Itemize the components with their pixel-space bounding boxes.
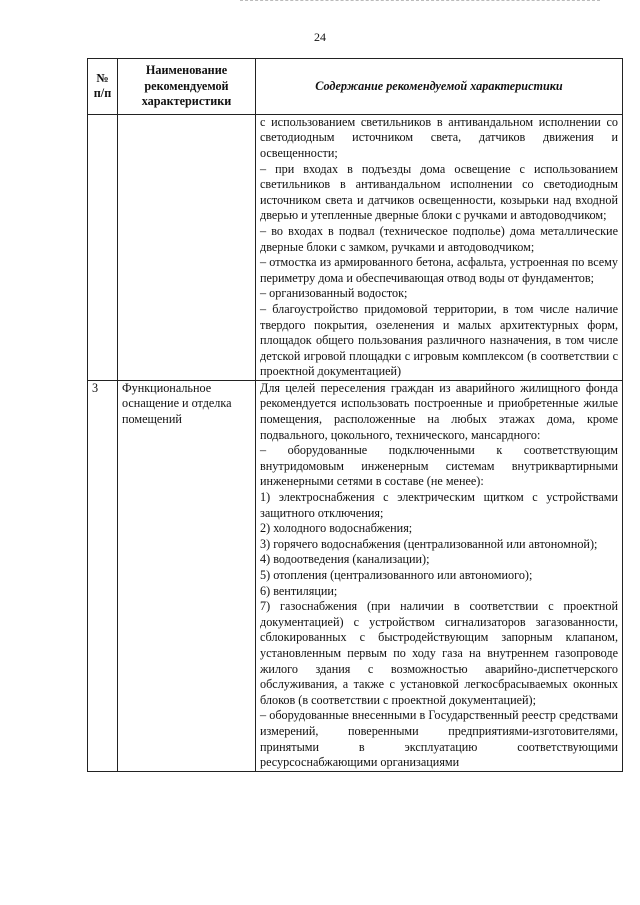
content-paragraph: – благоустройство придомовой территории, в том числе наличие твердого покрытия, озеленения и малых архитектурных форм, площадок общего пользования различного назначения, в том числе детской игровой площадки с игровым комплексом (в соответствии с проектной документацией) [260,301,618,379]
row-content [256,380,623,771]
content-paragraph: Для целей переселения граждан из аварийного жилищного фонда рекомендуется использовать построенные и приобретенные жилые помещения, расположенные на любых этажах дома, кроме подвального, цокольного, технического, мансардного: [260,380,618,442]
header-content: Содержание рекомендуемой характеристики [256,59,623,115]
content-paragraph: 3) горячего водоснабжения (централизованной или автономной); [260,536,598,551]
header-num: № п/п [88,59,118,115]
content-paragraph: – оборудованные внесенными в Государственный реестр средствами измерений, поверенными предприятиями-изготовителями, принятыми в эксплуатацию соответствующими ресурсоснабжающими организациями [260,708,618,770]
content-paragraph: 1) электроснабжения с электрическим щитком с устройствами защитного отключения; [260,490,618,520]
header-name: Наименование рекомендуемой характеристики [118,59,256,115]
row-num [88,114,118,380]
row-content [256,114,623,380]
row-name [118,114,256,380]
content-paragraph: 2) холодного водоснабжения; [260,521,413,536]
content-paragraph: 7) газоснабжения (при наличии в соответствии с проектной документацией) с устройством сигнализаторов загазованности, сблокированных с быстродействующим запорным клапаном, установленным первым по ходу газа на внутреннем газопроводе жилого здания с возможностью аварийно-диспетчерского обслуживания, а также с установкой легкосбрасываемых оконных блоков (в соответствии с проектной документацией); [260,599,618,707]
top-edge-line [240,0,600,3]
content-paragraph: – при входах в подъезды дома освещение с использованием светильников в антивандальном исполнении со светодиодным источником света и датчиков освещенности, козырьки над входной дверью и утепленные дверные блоки с ручками и автодоводчиком; [260,161,618,223]
content-paragraph: 4) водоотведения (канализации); [260,552,430,567]
characteristics-table [87,58,623,772]
content-paragraph: – оборудованные подключенными к соответствующим внутридомовым инженерным системам внутриквартирными инженерными сетями в составе (не менее): [260,443,618,489]
row-num: 3 [88,380,118,771]
table-row [88,380,623,771]
content-paragraph: – во входах в подвал (техническое подполье) дома металлические дверные блоки с замком, ручками и автодоводчиком; [260,223,618,254]
content-paragraph: – организованный водосток; [260,286,408,301]
content-paragraph: с использованием светильников в антивандальном исполнении со светодиодным источником света, датчиков движения и освещенности; [260,114,618,160]
table-header-row [88,59,623,115]
row-name: Функциональное оснащение и отделка помещений [118,380,256,771]
content-paragraph: 6) вентиляции; [260,583,338,598]
page-number: 24 [314,30,326,44]
content-paragraph: – отмостка из армированного бетона, асфальта, устроенная по всему периметру дома и обеспечивающая отвод воды от фундаментов; [260,255,618,285]
table-row [88,114,623,380]
content-paragraph: 5) отопления (централизованного или автономиого); [260,568,533,582]
